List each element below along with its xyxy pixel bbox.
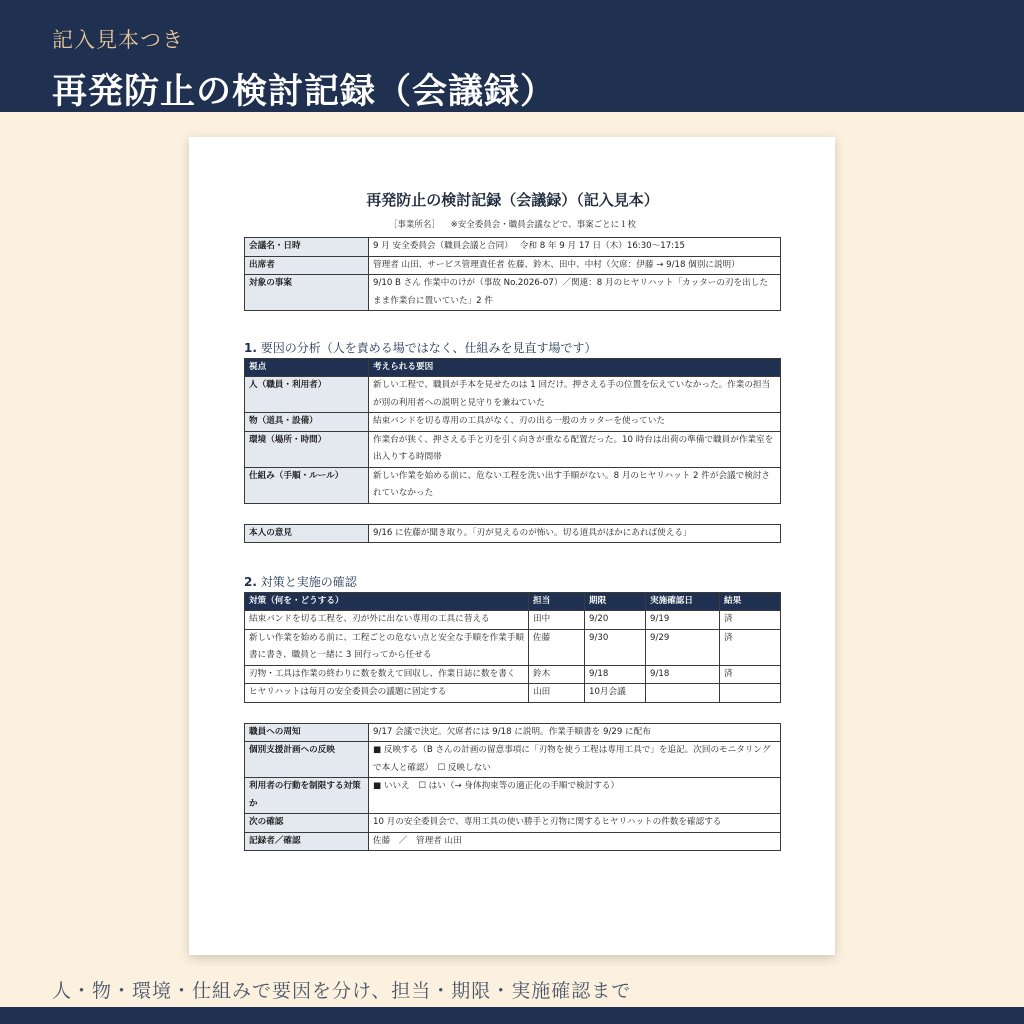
document-sheet — [189, 137, 835, 955]
due-date: 10月会議 — [585, 684, 646, 703]
column-header: 担当 — [529, 593, 585, 611]
measure-text: 刃物・工具は作業の終わりに数を数えて回収し、作業日誌に数を書く — [245, 665, 529, 684]
result: 済 — [720, 629, 781, 665]
table-row — [245, 684, 781, 703]
cause-text: 結束バンドを切る専用の工具がなく、刃の出る一般のカッターを使っていた — [369, 413, 781, 432]
followup-value: ■ いいえ ☐ はい（→ 身体拘束等の適正化の手順で検討する） — [369, 778, 781, 814]
table-header-row — [245, 593, 781, 611]
due-date: 9/20 — [585, 611, 646, 630]
measure-text: 結束バンドを切る工程を、刃が外に出ない専用の工具に替える — [245, 611, 529, 630]
footer-caption: 人・物・環境・仕組みで要因を分け、担当・期限・実施確認まで — [52, 980, 632, 1002]
measure-text: 新しい作業を始める前に、工程ごとの危ない点と安全な手順を作業手順書に書き、職員と一緒に 3 回行ってから任せる — [245, 629, 529, 665]
viewpoint-label: 物（道具・設備） — [245, 413, 369, 432]
viewpoint-label: 人（職員・利用者） — [245, 377, 369, 413]
meta-label: 出席者 — [245, 256, 369, 275]
followup-label: 利用者の行動を制限する対策か — [245, 778, 369, 814]
owner: 山田 — [529, 684, 585, 703]
viewpoint-label: 環境（場所・時間） — [245, 431, 369, 467]
column-header: 実施確認日 — [646, 593, 720, 611]
column-header: 考えられる要因 — [369, 359, 781, 377]
cause-text: 新しい工程で、職員が手本を見せたのは 1 回だけ。押さえる手の位置を伝えていなかった。作業の担当が別の利用者への説明と見守りを兼ねていた — [369, 377, 781, 413]
document-subtitle — [244, 218, 781, 230]
followup-label: 職員への周知 — [245, 723, 369, 742]
owner: 佐藤 — [529, 629, 585, 665]
table-row — [245, 778, 781, 814]
usage-note: ※安全委員会・職員会議などで、事案ごとに１枚 — [450, 220, 637, 230]
table-row — [245, 611, 781, 630]
cause-text: 作業台が狭く、押さえる手と刃を引く向きが重なる配置だった。10 時台は出荷の準備で職員が作業室を出入りする時間帯 — [369, 431, 781, 467]
result: 済 — [720, 665, 781, 684]
table-row — [245, 275, 781, 311]
table-row — [245, 467, 781, 503]
followup-value: ■ 反映する（B さんの計画の留意事項に「刃物を使う工程は専用工具で」を追記。次回のモニタリングで本人と確認） ☐ 反映しない — [369, 742, 781, 778]
table-header-row — [245, 359, 781, 377]
column-header: 期限 — [585, 593, 646, 611]
column-header: 対策（何を・どうする） — [245, 593, 529, 611]
table-row — [245, 413, 781, 432]
measure-text: ヒヤリハットは毎月の安全委員会の議題に固定する — [245, 684, 529, 703]
section-number: 2. — [244, 575, 257, 589]
table-row — [245, 742, 781, 778]
result: 済 — [720, 611, 781, 630]
followup-label: 次の確認 — [245, 814, 369, 833]
result — [720, 684, 781, 703]
followup-table — [244, 723, 781, 852]
table-row — [245, 723, 781, 742]
section-heading: 要因の分析（人を責める場ではなく、仕組みを見直す場です） — [260, 341, 597, 355]
section-2-title — [244, 573, 781, 590]
meta-label: 会議名・日時 — [245, 238, 369, 257]
due-date: 9/30 — [585, 629, 646, 665]
meta-value: 9/10 B さん 作業中のけが（事故 No.2026-07）／関連：8 月のヒヤリハット「カッターの刃を出したまま作業台に置いていた」2 件 — [369, 275, 781, 311]
measures-table — [244, 592, 781, 703]
viewpoint-label: 仕組み（手順・ルール） — [245, 467, 369, 503]
section-number: 1. — [244, 341, 257, 355]
followup-label: 個別支援計画への反映 — [245, 742, 369, 778]
followup-value: 佐藤 ／ 管理者 山田 — [369, 832, 781, 851]
cause-analysis-table — [244, 358, 781, 504]
checked-date: 9/19 — [646, 611, 720, 630]
checked-date: 9/18 — [646, 665, 720, 684]
column-header: 視点 — [245, 359, 369, 377]
footer-bar — [0, 1007, 1024, 1024]
office-name-field: ［事業所名］ — [388, 220, 440, 230]
followup-label: 記録者／確認 — [245, 832, 369, 851]
meeting-info-table — [244, 237, 781, 311]
owner: 鈴木 — [529, 665, 585, 684]
opinion-label: 本人の意見 — [245, 524, 369, 543]
table-row — [245, 431, 781, 467]
document-title: 再発防止の検討記録（会議録）（記入見本） — [366, 191, 659, 209]
due-date: 9/18 — [585, 665, 646, 684]
table-row — [245, 256, 781, 275]
table-row — [245, 629, 781, 665]
table-row — [245, 814, 781, 833]
page-header — [0, 0, 1024, 112]
header-title: 再発防止の検討記録（会議録） — [52, 72, 557, 112]
followup-value: 9/17 会議で決定。欠席者には 9/18 に説明。作業手順書を 9/29 に配布 — [369, 723, 781, 742]
meta-value: 9 月 安全委員会（職員会議と合同） 令和 8 年 9 月 17 日（木）16:30〜17:15 — [369, 238, 781, 257]
column-header: 結果 — [720, 593, 781, 611]
table-row — [245, 377, 781, 413]
meta-label: 対象の事案 — [245, 275, 369, 311]
header-eyebrow: 記入見本つき — [52, 28, 184, 52]
followup-value: 10 月の安全委員会で、専用工具の使い勝手と刃物に関するヒヤリハットの件数を確認する — [369, 814, 781, 833]
table-row — [245, 665, 781, 684]
table-row — [245, 238, 781, 257]
opinion-value: 9/16 に佐藤が聞き取り。「刃が見えるのが怖い。切る道具がほかにあれば使える」 — [369, 524, 781, 543]
checked-date — [646, 684, 720, 703]
cause-text: 新しい作業を始める前に、危ない工程を洗い出す手順がない。8 月のヒヤリハット 2 件が会議で検討されていなかった — [369, 467, 781, 503]
checked-date: 9/29 — [646, 629, 720, 665]
meta-value: 管理者 山田、サービス管理責任者 佐藤、鈴木、田中、中村（欠席：伊藤 → 9/18 個別に説明） — [369, 256, 781, 275]
table-row — [245, 524, 781, 543]
section-heading: 対策と実施の確認 — [260, 575, 357, 589]
section-1-title — [244, 339, 781, 356]
opinion-table — [244, 524, 781, 544]
owner: 田中 — [529, 611, 585, 630]
table-row — [245, 832, 781, 851]
